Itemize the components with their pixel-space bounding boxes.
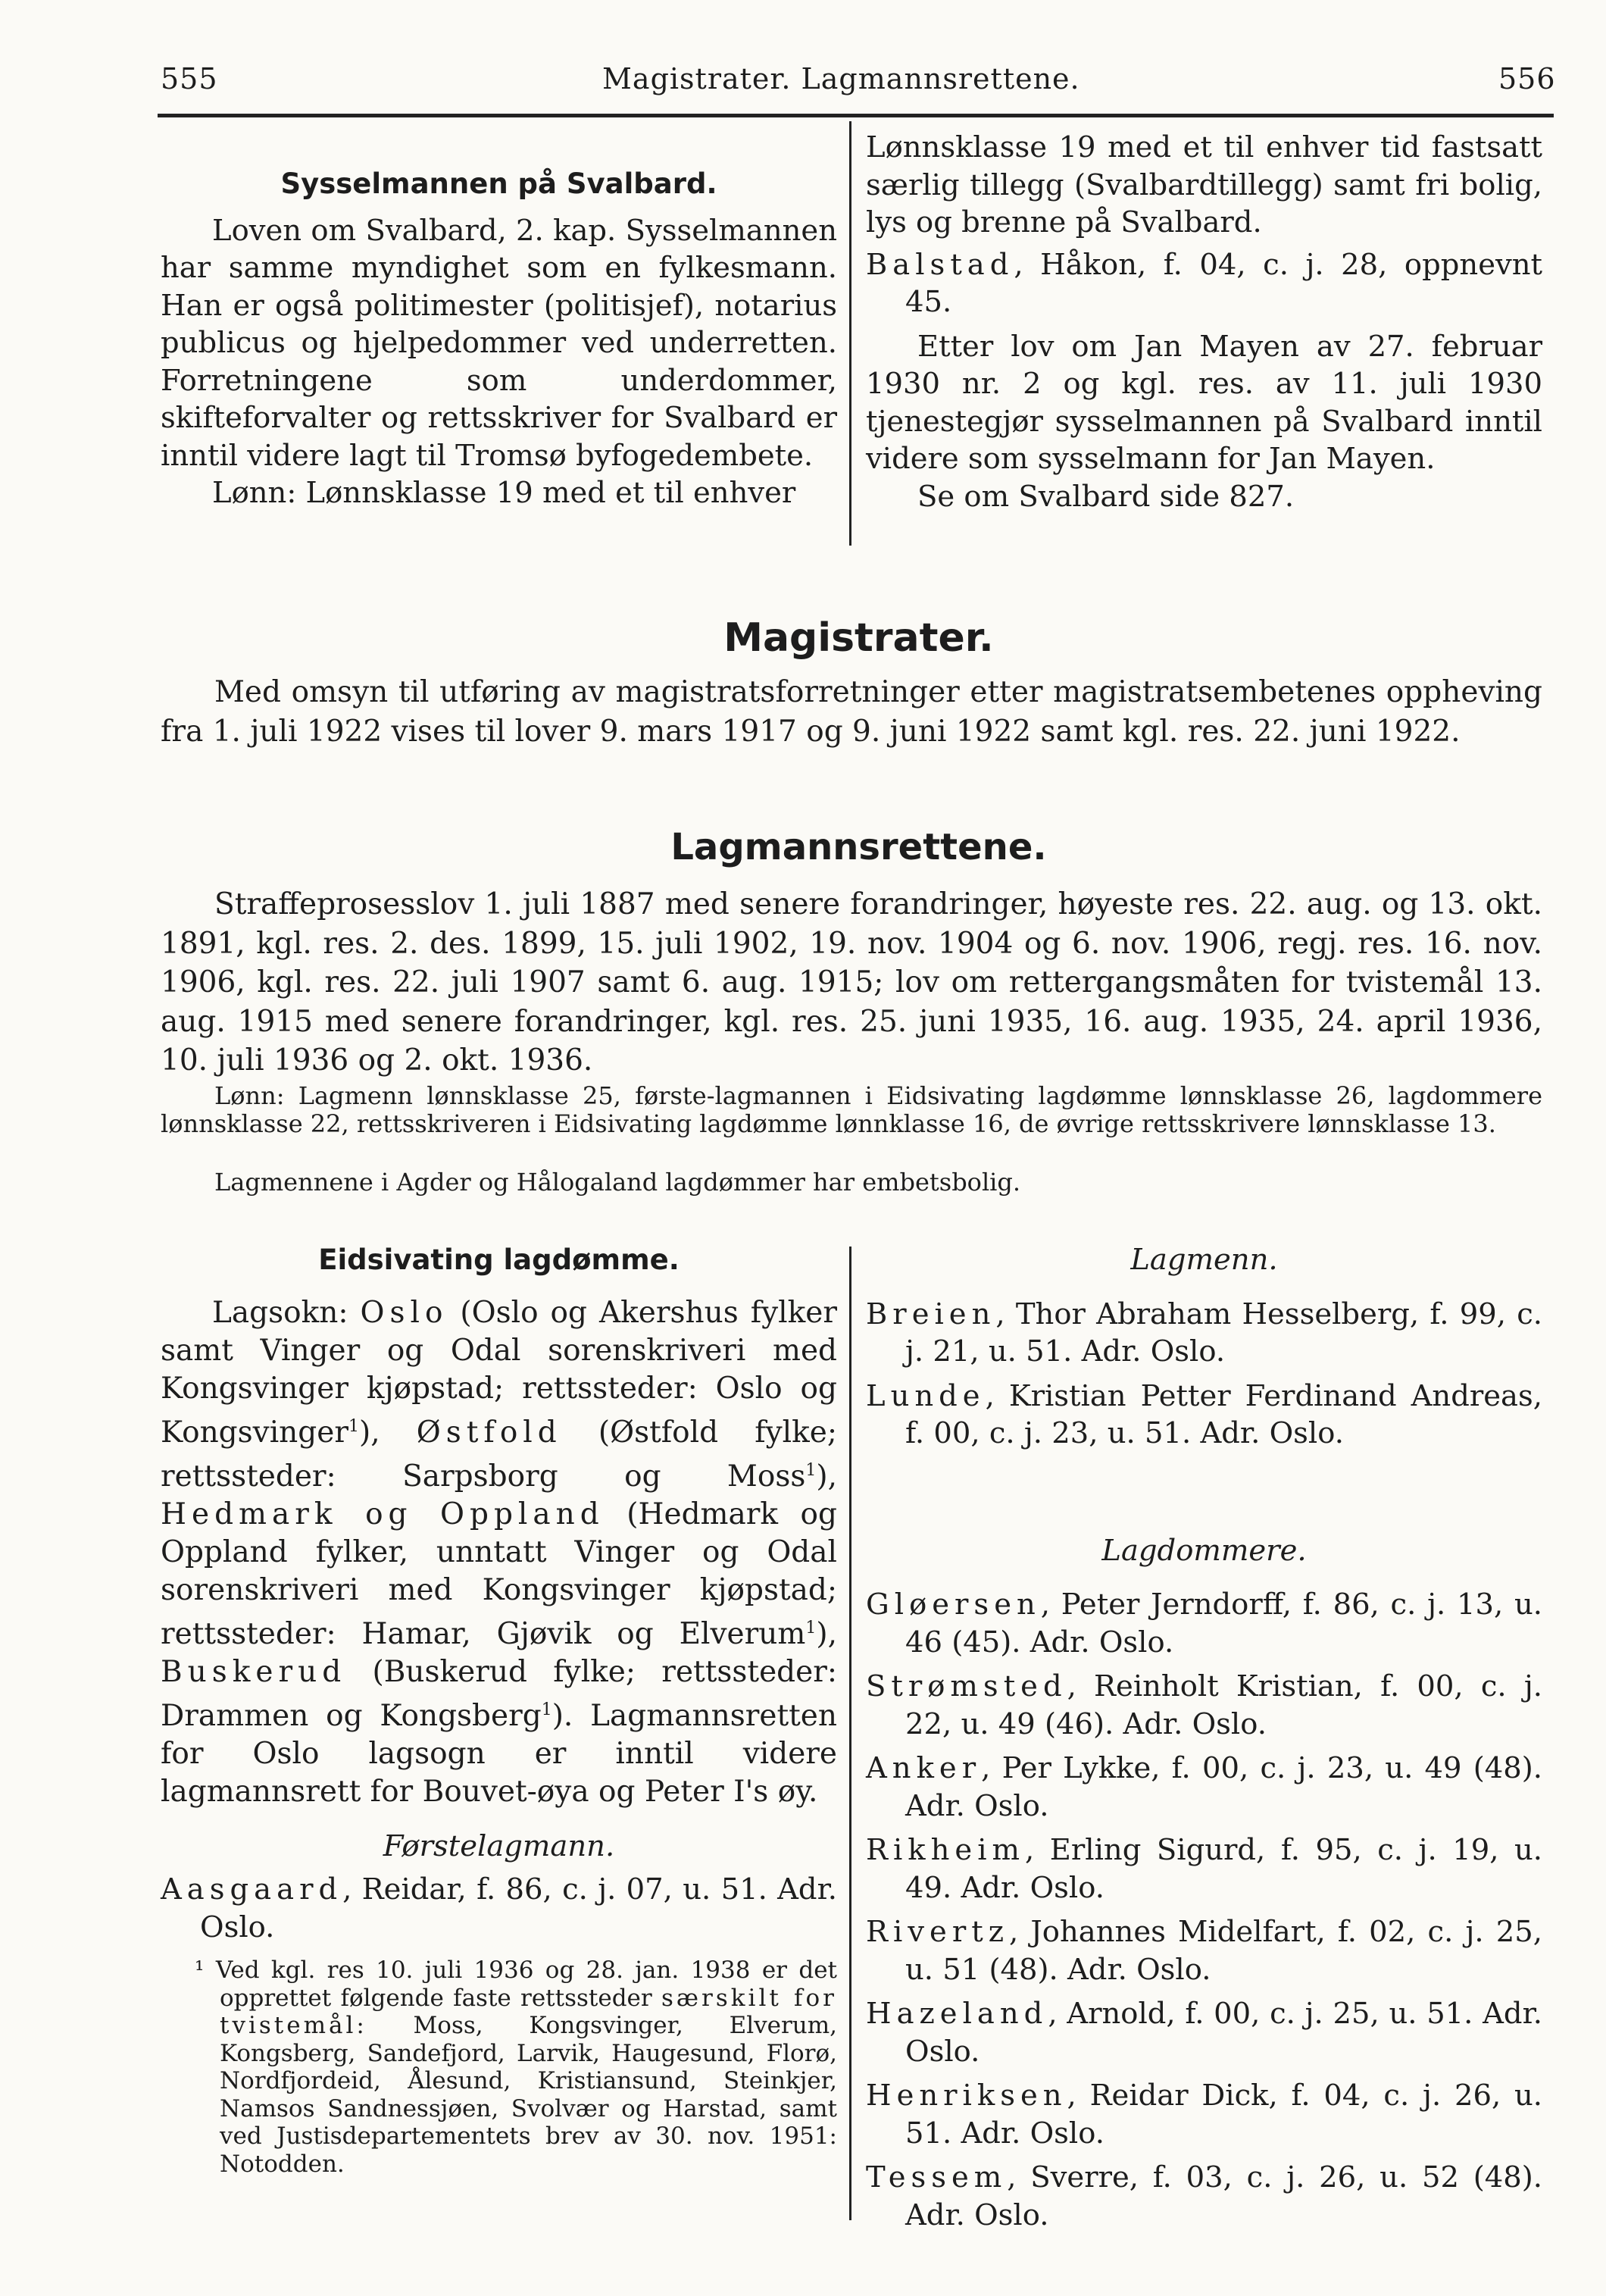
column-divider-top	[849, 121, 851, 546]
person-name: Strømsted	[866, 1669, 1067, 1703]
person-entry	[866, 2077, 1542, 2152]
ostfold-name: Østfold	[416, 1415, 562, 1450]
svalbard-right-column	[866, 129, 1542, 515]
footnote-spaced-text: særskilt for tvistemål:	[220, 1984, 838, 2039]
header-rule	[158, 114, 1554, 117]
buskerud-name: Buskerud	[161, 1654, 347, 1689]
person-name: Balstad	[866, 247, 1014, 282]
person-entry	[866, 1378, 1542, 1453]
lagmannsrettene-salary: Lønn: Lagmenn lønnsklasse 25, første-lagmannen i Eidsivating lagdømme lønnsklasse 26, lagdommere lønnsklasse 22, rettsskriveren i Eidsivating lagdømme lønnklasse 16, de øvrige rettsskrivere lønnsklasse 13.	[161, 1081, 1542, 1138]
salary-label: Lønn:	[212, 476, 297, 510]
person-entry	[866, 1913, 1542, 1988]
person-name: Tessem	[866, 2160, 1008, 2194]
svalbard-see-also: Se om Svalbard side 827.	[917, 479, 1295, 514]
svalbard-salary-part1: Lønn: Lønnsklasse 19 med et til enhver	[212, 476, 796, 510]
forstelagmann-heading: Førstelagmann.	[383, 1828, 615, 1863]
hedmark-name: Hedmark og Oppland	[161, 1497, 605, 1531]
person-entry	[866, 1831, 1542, 1907]
lagmannsrettene-heading: Lagmannsrettene.	[670, 826, 1047, 868]
person-details: , Kristian Petter Ferdinand Andreas, f. 00, c. j. 23, u. 51. Adr. Oslo.	[905, 1378, 1542, 1450]
forstelagmann-name: Aasgaard	[161, 1872, 343, 1907]
person-name: Gløersen	[866, 1587, 1041, 1622]
footnote-text-b: Moss, Kongsvinger, Elverum, Kongsberg, Sandefjord, Larvik, Haugesund, Florø, Nordfjordeid, Ålesund, Kristiansund, Steinkjer, Namsos Sandnessjøen, Svolvær og Harstad, samt ved Justisdepartementets brev av 30. nov. 1951: Notodden.	[220, 2012, 838, 2178]
person-details: , Per Lykke, f. 00, c. j. 23, u. 49 (48). Adr. Oslo.	[905, 1751, 1542, 1823]
person-details: , Reinholt Kristian, f. 00, c. j. 22, u. 49 (46). Adr. Oslo.	[905, 1669, 1542, 1741]
person-name: Henriksen	[866, 2079, 1067, 2113]
footnote-ref: 1	[541, 1700, 552, 1719]
lagdommere-heading: Lagdommere.	[1101, 1533, 1307, 1568]
footnote-mark: ¹	[195, 1957, 205, 1984]
person-details: , Erling Sigurd, f. 95, c. j. 19, u. 49. Adr. Oslo.	[905, 1833, 1542, 1905]
svalbard-law-paragraph: Loven om Svalbard, 2. kap. Sysselmannen har samme myndighet som en fylkesmann. Han er også politimester (politisjef), notarius publicus og hjelpedommer ved underretten. Forretningene som underdommer, skifteforvalter og rettsskriver for Svalbard er inntil videre lagt til Tromsø byfogedembete.	[161, 213, 837, 473]
person-entry	[866, 1750, 1542, 1825]
running-title: Magistrater. Lagmannsrettene.	[602, 62, 1080, 95]
person-entry	[866, 1586, 1542, 1661]
footnote	[195, 1957, 837, 2178]
lagsokn-text-8: ). Lagmannsretten for Oslo lagsogn er inntil videre lagmannsrett for Bouvet-øya og Peter I's øy.	[161, 1698, 838, 1809]
magistrater-text: Med omsyn til utføring av magistratsforretninger etter magistratsembetenes oppheving fra 1. juli 1922 vises til lover 9. mars 1917 og 9. juni 1922 samt kgl. res. 22. juni 1922.	[161, 675, 1542, 749]
magistrater-heading: Magistrater.	[723, 615, 994, 661]
person-details: , Arnold, f. 00, c. j. 25, u. 51. Adr. Oslo.	[905, 1997, 1542, 2069]
lagsokn-text-1: (Oslo og Akershus fylker samt Vinger og Odal sorenskriveri med Kongsvinger kjøpstad; rettssteder: Oslo og Kongsvinger	[161, 1295, 838, 1450]
lagmannsrettene-embetsbolig: Lagmennene i Agder og Hålogaland lagdømmer har embetsbolig.	[214, 1168, 1021, 1196]
forstelagmann-entry	[161, 1871, 837, 1946]
svalbard-left-column	[161, 165, 837, 512]
person-entry	[866, 1296, 1542, 1371]
lagmenn-heading: Lagmenn.	[1130, 1243, 1278, 1277]
person-details: , Håkon, f. 04, c. j. 28, oppnevnt 45.	[905, 247, 1542, 319]
lagsokn-label: Lagsokn:	[212, 1295, 348, 1330]
footnote-text-a: Ved kgl. res 10. juli 1936 og 28. jan. 1938 er det opprettet følgende faste rettssteder	[215, 1957, 838, 2012]
lagmenn-list	[866, 1296, 1542, 1453]
footnote-ref: 1	[348, 1416, 359, 1436]
person-name: Lunde	[866, 1378, 986, 1413]
lagsokn-text-6: ),	[816, 1616, 837, 1651]
person-details: , Thor Abraham Hesselberg, f. 99, c. j. 21, u. 51. Adr. Oslo.	[905, 1297, 1542, 1369]
person-entry	[866, 1995, 1542, 2070]
lagsokn-paragraph	[161, 1294, 837, 1811]
person-name: Rivertz	[866, 1915, 1009, 1949]
lagsokn-text-5: (Hedmark og Oppland fylker, unntatt Vinger og Odal sorenskriveri med Kongsvinger kjøpstad; rettssteder: Hamar, Gjøvik og Elverum	[161, 1497, 838, 1651]
svalbard-sysselmann-entry	[866, 246, 1542, 321]
jan-mayen-paragraph: Etter lov om Jan Mayen av 27. februar 1930 nr. 2 og kgl. res. av 11. juli 1930 tjenestegjør sysselmannen på Svalbard inntil videre som sysselmann for Jan Mayen.	[866, 329, 1542, 476]
person-entry	[866, 2159, 1542, 2234]
person-name: Breien	[866, 1297, 996, 1331]
lagmannsrettene-text: Straffeprosesslov 1. juli 1887 med senere forandringer, høyeste res. 22. aug. og 13. okt. 1891, kgl. res. 2. des. 1899, 15. juli 1902, 19. nov. 1904 og 6. nov. 1906, regj. res. 16. nov. 1906, kgl. res. 22. juli 1907 samt 6. aug. 1915; lov om rettergangsmåten for tvistemål 13. aug. 1915 med senere forandringer, kgl. res. 25. juni 1935, 16. aug. 1935, 24. april 1936, 10. juli 1936 og 2. okt. 1936.	[161, 887, 1542, 1078]
person-details: , Reidar Dick, f. 04, c. j. 26, u. 51. Adr. Oslo.	[905, 2079, 1542, 2151]
eidsivating-left-column	[161, 1241, 837, 1953]
person-entry	[866, 1668, 1542, 1743]
person-details: , Sverre, f. 03, c. j. 26, u. 52 (48). Adr. Oslo.	[905, 2160, 1542, 2232]
lagsokn-text-2: ),	[358, 1415, 380, 1450]
page-number-left: 555	[161, 62, 218, 95]
footnote-ref: 1	[805, 1460, 817, 1480]
page-number-right: 556	[1498, 62, 1556, 95]
oslo-name: Oslo	[360, 1295, 448, 1330]
person-name: Rikheim	[866, 1833, 1026, 1867]
person-details: , Peter Jerndorff, f. 86, c. j. 13, u. 46 (45). Adr. Oslo.	[905, 1587, 1542, 1659]
column-divider-bottom	[849, 1247, 851, 2220]
lagsokn-text-7: (Buskerud fylke; rettssteder: Drammen og Kongsberg	[161, 1654, 837, 1733]
footnote-ref: 1	[805, 1618, 817, 1638]
lagdommere-list	[866, 1586, 1542, 2234]
svalbard-salary-text: Lønnsklasse 19 med et til enhver tid fastsatt særlig tillegg (Svalbardtillegg) samt fri bolig, lys og brenne på Svalbard.	[866, 130, 1542, 239]
eidsivating-heading: Eidsivating lagdømme.	[318, 1243, 680, 1276]
eidsivating-right-column	[866, 1241, 1542, 2241]
lagsokn-text-4: ),	[816, 1459, 837, 1494]
person-details: , Johannes Midelfart, f. 02, c. j. 25, u. 51 (48). Adr. Oslo.	[905, 1915, 1542, 1987]
person-name: Hazeland	[866, 1997, 1048, 2031]
forstelagmann-details: , Reidar, f. 86, c. j. 07, u. 51. Adr. Oslo.	[200, 1872, 837, 1944]
lagsokn-text-3: (Østfold fylke; rettssteder: Sarpsborg og Moss	[161, 1415, 838, 1494]
svalbard-heading: Sysselmannen på Svalbard.	[280, 167, 717, 200]
person-name: Anker	[866, 1751, 982, 1785]
